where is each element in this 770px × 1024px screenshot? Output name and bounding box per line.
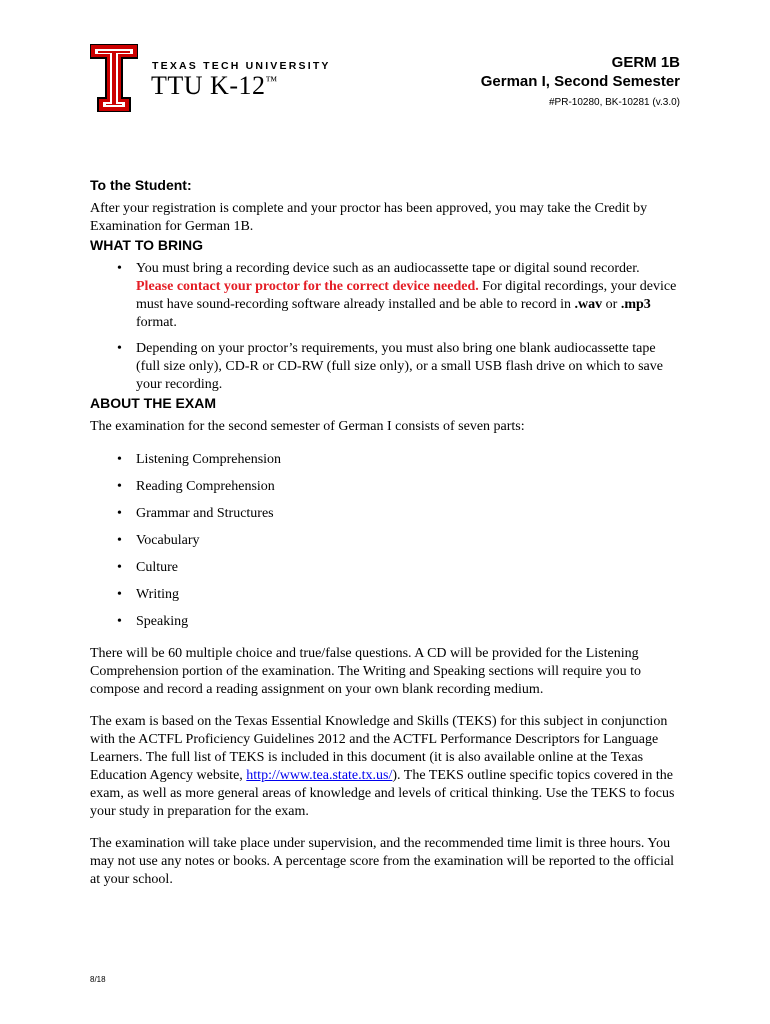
bullet: • bbox=[117, 506, 122, 521]
course-title: German I, Second Semester bbox=[480, 73, 680, 90]
course-header bbox=[481, 54, 680, 114]
bullet: • bbox=[117, 341, 122, 356]
mp3-format: .mp3 bbox=[620, 297, 651, 312]
exam-intro: The examination for the second semester of German I consists of seven parts: bbox=[90, 419, 525, 434]
exam-part-label: Listening Comprehension bbox=[136, 452, 282, 467]
bullet: • bbox=[117, 587, 122, 602]
university-name: TEXAS TECH UNIVERSITY bbox=[152, 60, 331, 72]
list-item bbox=[90, 586, 680, 604]
exam-parts-list bbox=[90, 451, 680, 631]
program-label: TTU K-12 bbox=[151, 71, 266, 100]
bullet: • bbox=[117, 479, 122, 494]
exam-part-label: Speaking bbox=[136, 614, 189, 629]
wav-format: .wav bbox=[574, 297, 603, 312]
intro-heading: To the Student: bbox=[90, 177, 192, 193]
list-item bbox=[90, 478, 680, 496]
bring-item1-end: format. bbox=[136, 315, 177, 330]
program-name bbox=[151, 71, 278, 101]
teks-text-b: ). The TEKS outline specific topics covered in the exam, as well as more general areas of knowledge and levels of critical thinking. Use the TEKS to focus your study in preparation for the exam. bbox=[90, 768, 675, 819]
teks-text-a: The exam is based on the Texas Essential Knowledge and Skills (TEKS) for this subject in conjunction with the ACTFL Proficiency Guidelines 2012 and the ACTFL Performance Descriptors for Language Learners. The full list of TEKS is included in this document (it is also available online at the Texas Education Agency website, bbox=[90, 714, 668, 783]
bullet: • bbox=[117, 452, 122, 467]
exam-part-label: Writing bbox=[136, 587, 179, 602]
bring-item1-text-b: For digital recordings, your device must have sound-recording software already installed and be able to record in bbox=[136, 279, 677, 312]
exam-part-label: Grammar and Structures bbox=[136, 506, 274, 521]
course-code: GERM 1B bbox=[611, 54, 680, 71]
trademark-mark: ™ bbox=[265, 73, 278, 88]
supervision-paragraph: The examination will take place under supervision, and the recommended time limit is three hours. You may not use any notes or books. A percentage score from the examination will be reported to the official at your school. bbox=[90, 836, 675, 887]
document-body bbox=[90, 176, 680, 889]
about-exam-heading: ABOUT THE EXAM bbox=[90, 395, 216, 411]
exam-part-label: Vocabulary bbox=[136, 533, 200, 548]
list-item bbox=[90, 559, 680, 577]
bullet: • bbox=[117, 533, 122, 548]
list-item bbox=[90, 505, 680, 523]
list-item bbox=[90, 613, 680, 631]
exam-part-label: Culture bbox=[136, 560, 178, 575]
bring-item2-text: Depending on your proctor’s requirements, you must also bring one blank audiocassette tape (full size only), CD-R or CD-RW (full size only), or a small USB flash drive on which to save your recording. bbox=[136, 341, 663, 392]
bring-item1-or: or bbox=[602, 297, 621, 312]
footer-date: 8/18 bbox=[90, 975, 106, 984]
bring-item1-text-a: You must bring a recording device such as an audiocassette tape or digital sound recorder. bbox=[136, 261, 640, 276]
intro-text: After your registration is complete and your proctor has been approved, you may take the Credit by Examination for German 1B. bbox=[90, 201, 648, 234]
bullet: • bbox=[117, 560, 122, 575]
list-item bbox=[90, 451, 680, 469]
what-to-bring-heading: WHAT TO BRING bbox=[90, 237, 204, 253]
bring-item-recording-device bbox=[90, 260, 680, 332]
texas-tech-double-t-logo bbox=[90, 44, 138, 112]
bullet: • bbox=[117, 614, 122, 629]
exam-questions-paragraph: There will be 60 multiple choice and true/false questions. A CD will be provided for the Listening Comprehension portion of the examination. The Writing and Speaking sections will require you to compose and record a reading assignment on your own blank recording medium. bbox=[90, 646, 642, 697]
teks-paragraph bbox=[90, 713, 680, 821]
list-item bbox=[90, 532, 680, 550]
proctor-device-warning: Please contact your proctor for the correct device needed. bbox=[136, 279, 479, 294]
bullet: • bbox=[117, 261, 122, 276]
tea-website-link[interactable]: http://www.tea.state.tx.us/ bbox=[246, 768, 393, 783]
bring-list bbox=[90, 260, 680, 394]
exam-part-label: Reading Comprehension bbox=[136, 479, 275, 494]
course-ids: #PR-10280, BK-10281 (v.3.0) bbox=[548, 97, 680, 108]
bring-item-storage-media bbox=[90, 340, 680, 394]
